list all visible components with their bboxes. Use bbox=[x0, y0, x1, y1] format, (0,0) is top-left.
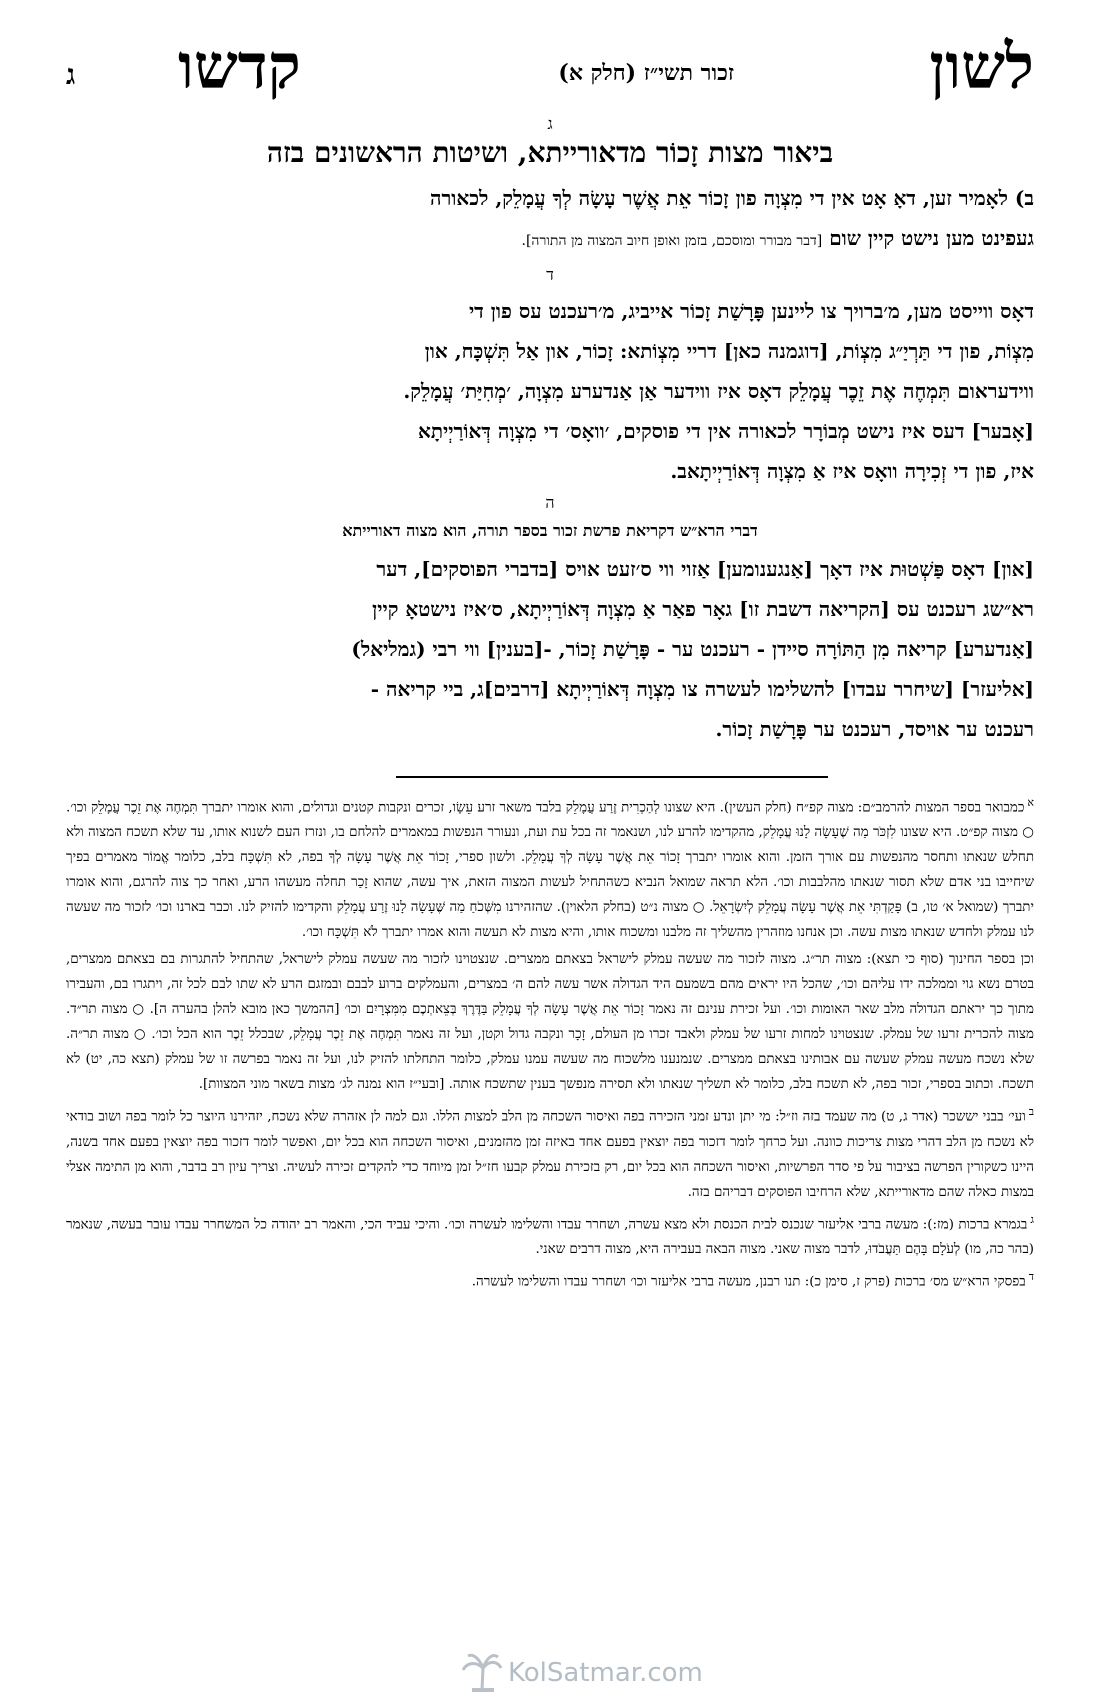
section-number: ה bbox=[545, 495, 555, 512]
text-line: [אָבער] דעס איז נישט מְבוֹרָר לכאורה אין די פוסקים, ׳וואָס׳ די מִצְוָה דְּאוֹרַיְיתָא bbox=[418, 419, 1034, 443]
footnote-marker: ד bbox=[1028, 1270, 1034, 1284]
footnotes bbox=[66, 790, 1034, 1297]
section-title: דברי הרא״ש דקריאת פרשת זכור בספר תורה, הוא מצוה דאורייתא bbox=[342, 521, 758, 540]
footnote-marker: א bbox=[1027, 796, 1034, 809]
main-text bbox=[66, 116, 1034, 749]
palm-tree-icon bbox=[460, 1650, 504, 1694]
text-line: רא״שג רעכנט עס [הקריאה דשבת זו] גאָר פאַר אַ מִצְוָה דְּאוֹרַיְיתָא, ס׳איז נישטאָ קיין bbox=[372, 597, 1034, 621]
paragraph bbox=[66, 291, 1034, 411]
footnote-text: ועי׳ בבני יששכר (אדר ג, ט) מה שעמד בזה וז״ל: מי יתן ונדע זמני הזכירה בפה ואיסור השכחה מן הלב למצות הללו. וגם למה לן אזהרה שלא נשכח, יזהירנו היוצר כל לומר בפה ושוב בודאי לא נשכח מן הלב דהרי מצות צריכות כוונה. ועל כרחך לומר דזכור בפה יוצאין בפעם אחד באיזה זמן מהזמנים, ואיסור השכחה הוא בכל יום, ואפשר לומר דזכור בפה יוצאין בפעם אחד בשנה, היינו כשקורין הפרשה בציבור על פי סדר הפרשיות, ואיסור השכחה הוא בכל יום, רק בזכירת עמלק קבעו חז״ל זמן מיוחד כדי להקדים זכירה לעשיה. וצריך עיון רב בדבר, והוא מן התימה אצלי במצות כאלה שהם מדאורייתא, שלא הרחיבו הפוסקים דבריהם בזה. bbox=[66, 1109, 1034, 1200]
text-line: רעכנט ער אויסד, רעכנט ער פָּרָשַׁת זָכוֹר. bbox=[715, 717, 1034, 741]
footnote-marker: ב bbox=[1028, 1105, 1034, 1119]
text-line: ווידעראום תִּמְחֶה אֶת זֵכֶר עֲמָלֵק דאָס איז ווידער אַן אַנדערע מִצְוָה, ׳מְחִיַּת׳ עֲמָלֵק. bbox=[403, 379, 1034, 403]
footnote-text: בפסקי הרא״ש מס׳ ברכות (פרק ז, סימן כ): תנו רבנן, מעשה ברבי אליעזר וכו׳ ושחרר עבדו והשלימו לעשרה. bbox=[471, 1274, 1026, 1290]
footnote-marker: ג bbox=[1030, 1212, 1034, 1226]
text-line: [אליעזר] [שיחרר עבדו] להשלימו לעשרה צו מִצְוָה דְּאוֹרַיְיתָא [דרבים]ג, ביי קריאה - bbox=[370, 677, 1034, 701]
footnote-text: וכן בספר החינוך (סוף כי תצא): מצוה תר״ג. מצוה לזכור מה שעשה עמלק לישראל בצאתם ממצרים. שנצטוינו לזכור מה שעשה עמלק לישראל, שהתחיל להתגרות בם בצאתם ממצרים, בטרם נשא גוי וממלכה ידו עליהם וכו׳, שהכל היו יראים מהם בשמעם היד הגדולה אשר עשה להם ה׳ במצרים, והעמלקים ברוע לבבם ובמזגם הרע לא שתו לבם לכל זה, ויתגרו בם, והעבירו מתוך כך יראתם הגדולה מלב שאר האומות וכו׳. ועל זכירת ענינם זה נאמר זָכוֹר אֵת אֲשֶׁר עָשָׂה לְךָ עֲמָלֵק בַּדֶּרֶךְ בְּצֵאתְכֶם מִמִּצְרָיִם וכו׳ [ההמשך כאן מובא להלן בהערה ה]. ○ מצוה תר״ד. מצוה להכרית זרעו של עמלק. שנצטוינו למחות זרעו של עמלק ולאבד זכרו מן העולם, זָכָר ונקבה גדול וקטן, ועל זה נאמר תִּמְחֶה אֶת זֵכֶר עֲמָלֵק, שבכלל זֵכֶר הוא הכל וכו׳. ○ מצוה תר״ה. שלא נשכח מעשה עמלק שעשה עם אבותינו בצאתם ממצרים. שנמנענו מלשכוח מה שעשה עמנו עמלק, כלומר התחלתו להזיק לנו, ועל זה נאמר בפרשה זו של עמלק (תצא כה, יט) לא תשכח. וכתוב בספרי, זכור בפה, לא תשכח בלב, כלומר לא תשליך שנאתו ולא תסירה מנפשך בענין שתשכח אותה. [ובעי״ז הוא נמנה לג׳ מצות בשאר מוני המצוות]. bbox=[66, 952, 1034, 1093]
section-number: ג bbox=[547, 116, 553, 133]
text-line: געפינט מען נישט קיין שום bbox=[829, 226, 1034, 250]
footnote bbox=[66, 1099, 1034, 1204]
footnote bbox=[66, 1207, 1034, 1262]
text-line: [אַנדערע] קריאה מִן הַתּוֹרָה סיידן - רעכנט ער - פָּרָשַׁת זָכוֹר, -[בענין] ווי רבי (גמליאל) bbox=[351, 637, 1034, 661]
text-line: [און] דאָס פַּשְׁטוּת איז דאָך [אַנגענומען] אַזוי ווי ס׳זעט אויס [בדברי הפוסקים], דער bbox=[376, 557, 1034, 581]
paragraph bbox=[66, 178, 1034, 261]
footnote bbox=[66, 1264, 1034, 1294]
text-line: ב) לאָמיר זען, דאָ אָט אין די מִצְוָה פון זָכוֹר אֵת אֲשֶׁר עָשָׂה לְךָ עֲמָלֵק, לכאורה bbox=[429, 186, 1034, 210]
footnote-divider bbox=[396, 776, 828, 778]
header-title-left: קדשו bbox=[178, 30, 301, 103]
header-title-right: לשון bbox=[929, 30, 1034, 103]
text-line: דאָס ווייסט מען, מ׳ברויך צו ליינען פָּרָשַׁת זָכוֹר אייביג, מ׳רעכנט עס פון די bbox=[468, 299, 1034, 323]
section-title: ביאור מצות זָכוֹר מדאורייתא, ושיטות הראשונים בזה bbox=[266, 136, 834, 169]
bracket-note: [דבר מבורר ומוסכם, בזמן ואופן חיוב המצוה מן התורה]. bbox=[521, 233, 823, 249]
paragraph bbox=[66, 411, 1034, 491]
text-line: מִצְוֹת, פון די תַּרְיַ״ג מִצְוֹת, [דוגמנה כאן] דריי מִצְוֹתא: זָכוֹר, און אַל תִּשְׁכָּח, און bbox=[424, 339, 1034, 363]
paragraph bbox=[66, 549, 1034, 749]
footnote-text: בגמרא ברכות (מז:): מעשה ברבי אליעזר שנכנס לבית הכנסת ולא מצא עשרה, ושחרר עבדו והשלימו לעשרה וכו׳. והיכי עביד הכי, והאמר רב יהודה כל המשחרר עבדו עובר בעשה, שנאמר (בהר כה, מו) לְעֹלָם בָּהֶם תַּעֲבֹדוּ, לדבר מצוה שאני. מצוה הבאה בעבירה היא, מצוה דרבים שאני. bbox=[66, 1217, 1034, 1258]
footnote bbox=[66, 947, 1034, 1097]
page-header bbox=[66, 30, 1034, 106]
page-number: ג bbox=[66, 58, 76, 91]
watermark-text: KolSatmar.com bbox=[508, 1658, 703, 1688]
section-number: ד bbox=[546, 267, 554, 284]
watermark bbox=[460, 1650, 703, 1694]
text-line: איז, פון די זְכִירָה וואָס איז אַ מִצְוָה דְּאוֹרַיְיתָאב. bbox=[670, 459, 1034, 483]
header-subtitle: זכור תשי״ז (חלק א) bbox=[558, 60, 734, 86]
footnote-text: כמבואר בספר המצות להרמב״ם: מצוה קפ״ח (חלק העשין). היא שצונו לְהַכְרִית זֶרַע עֲמָלֵק בלבד משאר זרע עֵשָׂו, זכרים ונקבות קטנים וגדולים, והוא אומרו יתברך תִּמְחֶה אֶת זֵכֶר עֲמָלֵק וכו׳. ○ מצוה קפ״ט. היא שצונו לִזְכֹּר מַה שֶׁעָשָׂה לָנוּ עֲמָלֵק, מהקדימו להרע לנו, ושנאמר זה בכל עת ועת, ונעורר הנפשות במאמרים להלחם בו, ונזרז העם לשנוא אותו, עד שלא תשכח המצוה ולא תחלש שנאתו ותחסר מהנפשות עם אורך הזמן. והוא אומרו יתברך זָכוֹר אֵת אֲשֶׁר עָשָׂה לְךָ עֲמָלֵק. ולשון ספרי, זָכוֹר אֵת אֲשֶׁר עָשָׂה לְךָ בפה, לא תִּשְׁכָּח בלב, כלומר אֱמוֹר מאמרים בפיך שיחייבו בני אדם שלא תסור שנאתו מהלבבות וכו׳. הלא תראה שמואל הנביא כשהתחיל לעשות המצוה הזאת, איך עשה, שהוא זָכַר תחלה מעשהו הרע, ואחר כך צוה להרגם, והוא אומרו יתברך (שמואל א׳ טו, ב) פָּקַדְתִּי אֵת אֲשֶׁר עָשָׂה עֲמָלֵק לְיִשְׂרָאֵל. ○ מצוה נ״ט (בחלק הלאוין). שהזהירנו מִשְּׁכֹחַ מַה שֶּׁעָשָׂה לָנוּ זֶרַע עֲמָלֵק והקדימו להזיק לנו. וכבר בארנו וכו׳ לזכור מה שעשה לנו עמלק ולחדש שנאתו מצות עשה. וכן אנחנו מוזהרין מהשליך זה מלבנו ומשכוח אותו, והיא מצות לא תעשה והוא אמרו יתברך לֹא תִּשְׁכָּח וכו׳. bbox=[66, 800, 1034, 941]
footnote bbox=[66, 790, 1034, 945]
